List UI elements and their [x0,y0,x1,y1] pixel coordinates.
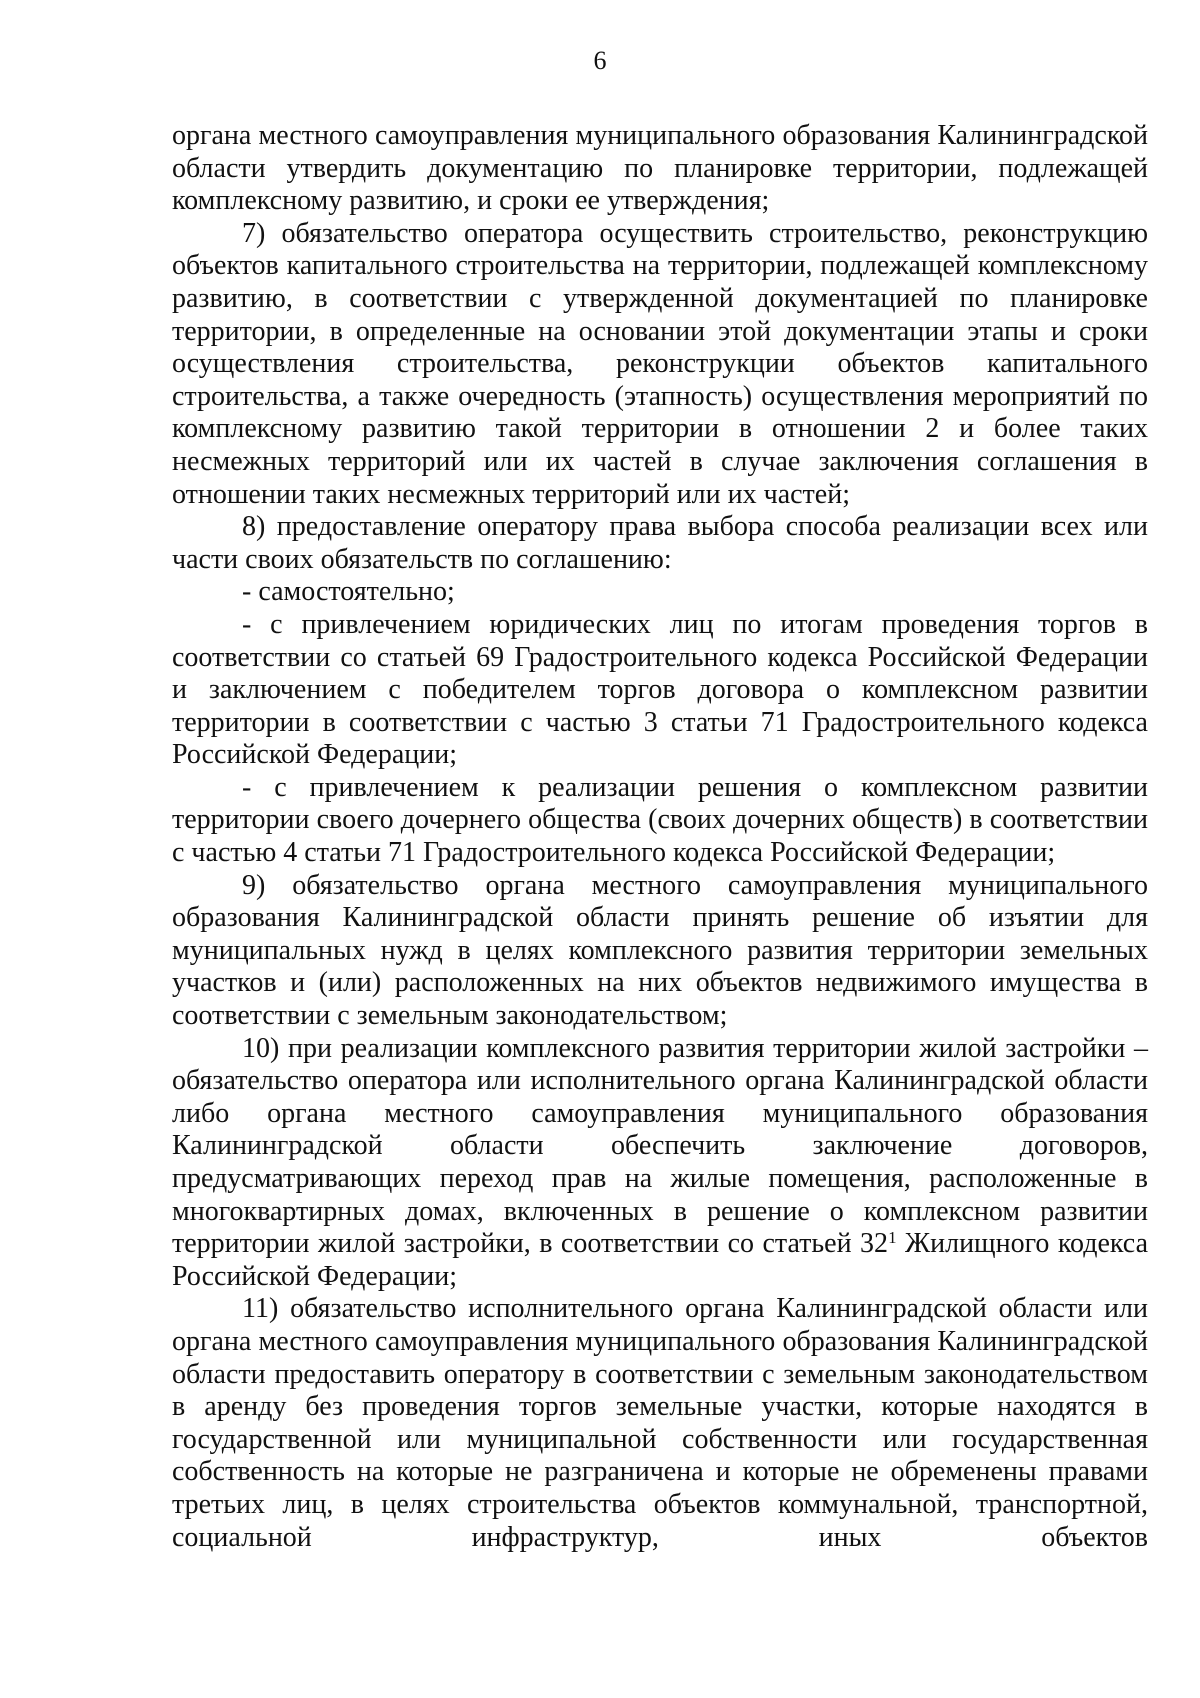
paragraph-item-9: 9) обязательство органа местного самоуправления муниципального образования Калининградской области принять решение об изъятии для муниципальных нужд в целях комплексного развития территории земельных участков и (или) расположенных на них объектов недвижимого имущества в соответствии с земельным законодательством; [172,869,1148,1032]
paragraph-item-10-tail: Жилищного кодекса Российской Федерации; [172,1228,1148,1292]
paragraph-item-8: 8) предоставление оператору права выбора способа реализации всех или части своих обязательств по соглашению: [172,511,1148,575]
document-body [172,120,1148,1554]
paragraph-item-7: 7) обязательство оператора осуществить строительство, реконструкцию объектов капитального строительства на территории, подлежащей комплексному развитию, в соответствии с утвержденной документацией по планировке территории, в определенные на основании этой документации этапы и сроки осуществления строительства, реконструкции объектов капитального строительства, а также очередность (этапность) осуществления мероприятий по комплексному развитию такой территории в отношении 2 и более таких несмежных территорий или их частей в случае заключения соглашения в отношении таких несмежных территорий или их частей; [172,217,1148,510]
paragraph-option-legal-entities: - с привлечением юридических лиц по итогам проведения торгов в соответствии со статьей 69 Градостроительного кодекса Российской Федерации и заключением с победителем торгов договора о комплексном развитии территории в соответствии с частью 3 статьи 71 Градостроительного кодекса Российской Федерации; [172,608,1148,771]
paragraph-item-10-text: 10) при реализации комплексного развития территории жилой застройки – обязательство оператора или исполнительного органа Калининградской области либо органа местного самоуправления муниципального образования Калининградской области обеспечить заключение договоров, предусматривающих переход прав на жилые помещения, расположенные в многоквартирных домах, включенных в решение о комплексном развитии территории жилой застройки, в соответствии со статьей 32 [172,1032,1148,1260]
paragraph-item-10 [172,1033,1148,1294]
paragraph-item-11: 11) обязательство исполнительного органа Калининградской области или органа местного самоуправления муниципального образования Калининградской области предоставить оператору в соответствии с земельным законодательством в аренду без проведения торгов земельные участки, которые находятся в государственной или муниципальной собственности или государственная собственность на которые не разграничена и которые не обременены правами третьих лиц, в целях строительства объектов коммунальной, транспортной, социальной инфраструктур, иных объектов [172,1293,1148,1553]
paragraph-option-independently: - самостоятельно; [242,576,455,608]
paragraph-option-subsidiary: - с привлечением к реализации решения о комплексном развитии территории своего дочернего общества (своих дочерних обществ) в соответствии с частью 4 статьи 71 Градостроительного кодекса Российской Федерации; [172,771,1148,869]
page-number: 6 [593,46,607,75]
superscript-index: 1 [888,1228,897,1248]
paragraph-continuation: органа местного самоуправления муниципального образования Калининградской области утвердить документацию по планировке территории, подлежащей комплексному развитию, и сроки ее утверждения; [172,120,1148,217]
